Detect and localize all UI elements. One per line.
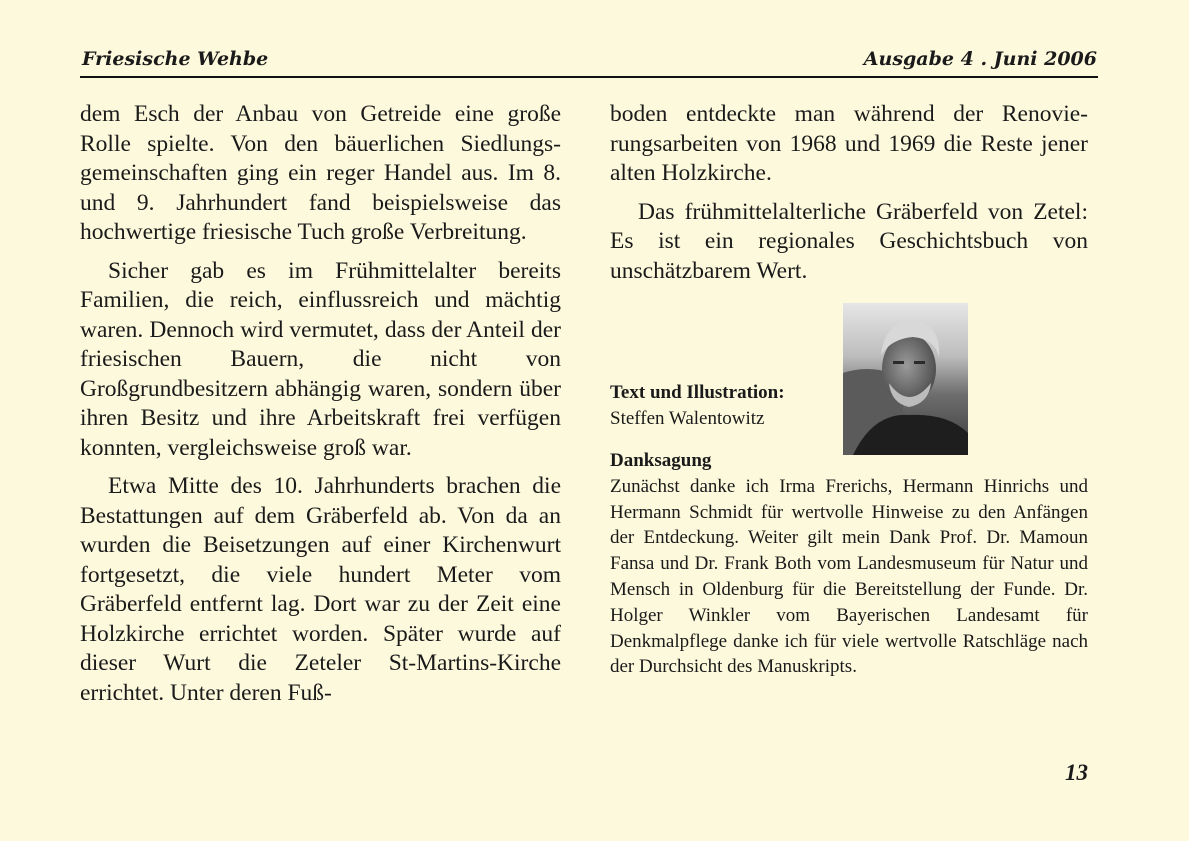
credit-label: Text und Illustration: <box>610 382 785 403</box>
issue-date: Ausgabe 4 . Juni 2006 <box>863 48 1097 70</box>
paragraph: Sicher gab es im Frühmittelalter bereits Familien, die reich, einflussreich und mächtig waren. Dennoch wird vermutet, dass der Anteil der friesischen Bauern, die nicht von Großgrundbesitzern abhängig waren, sondern über ihren Besitz und ihre Arbeitskraft frei verfügen konnten, vergleichsweise groß war. <box>80 257 561 461</box>
paragraph: Etwa Mitte des 10. Jahrhunderts brachen die Bestattungen auf dem Gräberfeld ab. Von da an wurden die Beisetzungen auf einer Kirchenwurt fortgesetzt, die viele hundert Meter vom Gräberfeld entfernt lag. Dort war zu der Zeit eine Holzkirche errichtet worden. Später wurde auf dieser Wurt die Zeteler St-Martins-Kirche errichtet. Unter deren Fuß- <box>80 473 561 706</box>
publication-title: Friesische Wehbe <box>82 48 269 70</box>
author-portrait-photo <box>843 303 968 455</box>
acknowledgements <box>610 448 1088 680</box>
acknowledgements-heading: Danksagung <box>610 450 712 471</box>
paragraph: Das frühmittelalterliche Gräberfeld von Zetel: Es ist ein regionales Geschichtsbuch von unschätzbarem Wert. <box>610 198 1088 284</box>
paragraph: dem Esch der Anbau von Getreide eine große Rolle spielte. Von den bäuerlichen Siedlungsgemeinschaften ging ein reger Handel aus. Im 8. und 9. Jahrhundert fand beispielsweise das hochwertige friesische Tuch große Verbreitung. <box>80 101 561 245</box>
acknowledgements-text: Zunächst danke ich Irma Frerichs, Hermann Hinrichs und Hermann Schmidt für wertvolle Hinweise zu den Anfängen der Entdeckung. Weiter gilt mein Dank Prof. Dr. Mamoun Fansa und Dr. Frank Both vom Landesmuseum für Natur und Mensch in Oldenburg für die Bereitstellung der Funde. Dr. Holger Winkler vom Bayerischen Landesamt für Denkmalpflege danke ich für viele wertvolle Ratschläge nach der Durchsicht des Manuskripts. <box>610 475 1088 678</box>
author-portrait-image <box>843 303 968 455</box>
page-number: 13 <box>1065 760 1088 785</box>
left-column <box>80 100 561 717</box>
paragraph: boden entdeckte man während der Renovierungsarbeiten von 1968 und 1969 die Reste jener alten Holzkirche. <box>610 101 1088 186</box>
author-name: Steffen Walentowitz <box>610 408 765 429</box>
author-credit <box>610 380 840 432</box>
right-column <box>610 100 1088 295</box>
header-divider <box>80 76 1098 78</box>
